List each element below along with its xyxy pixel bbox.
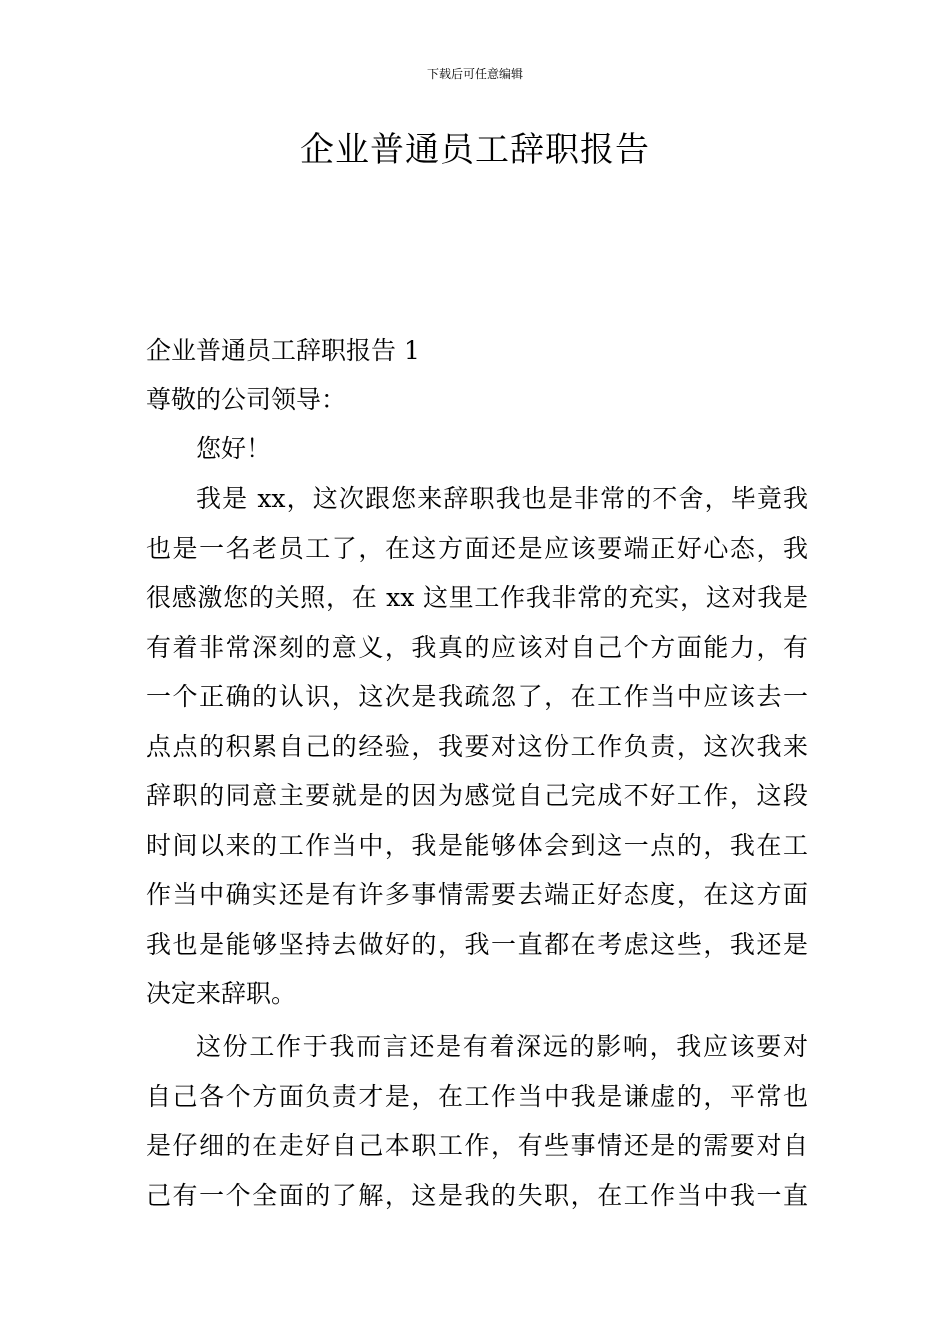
paragraph-line: 一个正确的认识，这次是我疏忽了，在工作当中应该去一 [146, 682, 808, 711]
document-title: 企业普通员工辞职报告 [300, 130, 650, 170]
paragraph-1 [146, 474, 808, 1019]
paragraph-line: 作当中确实还是有许多事情需要去端正好态度，在这方面 [146, 880, 808, 909]
paragraph-line: 是仔细的在走好自己本职工作，有些事情还是的需要对自 [146, 1131, 808, 1160]
paragraph-line: 己有一个全面的了解，这是我的失职，在工作当中我一直 [146, 1180, 808, 1210]
header-note: 下载后可任意编辑 [426, 67, 523, 81]
paragraph-2 [146, 1022, 808, 1220]
paragraph-line: 辞职的同意主要就是的因为感觉自己完成不好工作，这段 [146, 781, 808, 810]
paragraph-line: 决定来辞职。 [146, 979, 297, 1008]
paragraph-line: 我是 xx，这次跟您来辞职我也是非常的不舍，毕竟我 [196, 484, 808, 513]
salutation: 尊敬的公司领导： [146, 385, 347, 414]
paragraph-line: 我也是能够坚持去做好的，我一直都在考虑这些，我还是 [146, 929, 808, 959]
paragraph-line: 自己各个方面负责才是，在工作当中我是谦虚的，平常也 [146, 1081, 808, 1111]
paragraph-line: 点点的积累自己的经验，我要对这份工作负责，这次我来 [146, 731, 808, 761]
report-subtitle: 企业普通员工辞职报告 1 [146, 336, 420, 365]
paragraph-line: 也是一名老员工了，在这方面还是应该要端正好心态，我 [146, 533, 808, 563]
paragraph-line: 这份工作于我而言还是有着深远的影响，我应该要对 [196, 1032, 808, 1061]
greeting: 您好！ [196, 434, 272, 463]
paragraph-line: 有着非常深刻的意义，我真的应该对自己个方面能力，有 [146, 632, 808, 662]
paragraph-line: 时间以来的工作当中，我是能够体会到这一点的，我在工 [146, 830, 808, 860]
paragraph-line: 很感激您的关照，在 xx 这里工作我非常的充实，这对我是 [146, 583, 808, 612]
